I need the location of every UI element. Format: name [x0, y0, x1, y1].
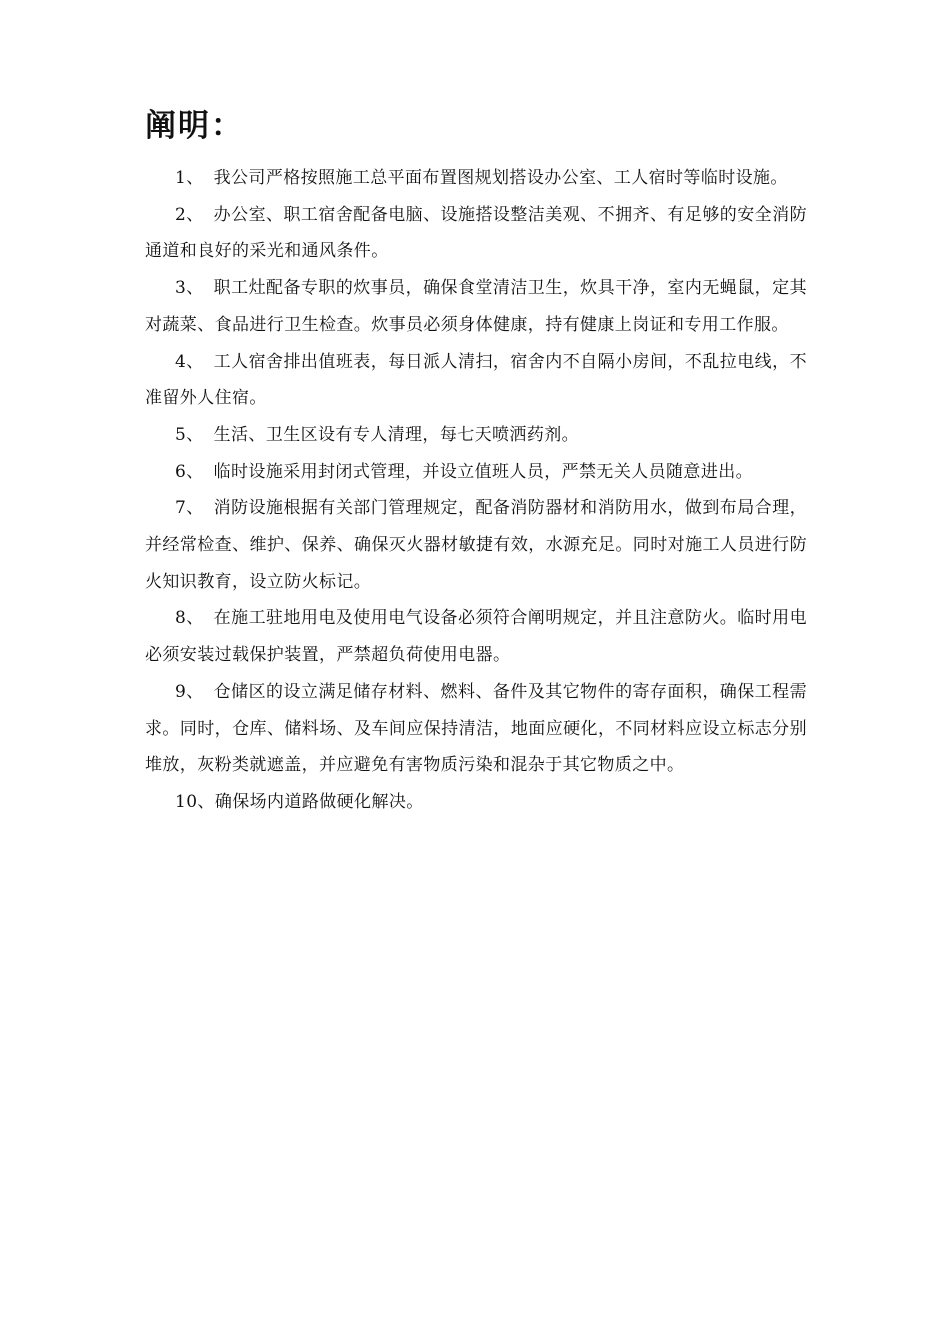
item-number: 10、 [175, 791, 215, 812]
list-item [145, 674, 807, 784]
list-item [145, 270, 807, 343]
list-item [145, 600, 807, 673]
item-text: 仓储区的设立满足储存材料、燃料、备件及其它物件的寄存面积，确保工程需求。同时，仓库、储料场、及车间应保持清洁，地面应硬化，不同材料应设立标志分别堆放，灰粉类就遮盖，并应避免有害物质污染和混杂于其它物质之中。 [145, 681, 807, 776]
item-number: 5、 [175, 424, 204, 445]
item-number: 2、 [175, 204, 204, 225]
list-item [145, 784, 807, 821]
list-item [145, 160, 807, 197]
item-text: 职工灶配备专职的炊事员，确保食堂清洁卫生，炊具干净，室内无蝇鼠，定其对蔬菜、食品进行卫生检查。炊事员必须身体健康，持有健康上岗证和专用工作服。 [145, 278, 807, 335]
numbered-list [145, 160, 807, 821]
item-number: 3、 [175, 278, 204, 299]
page-title: 阐明： [145, 108, 244, 144]
item-number: 8、 [175, 608, 204, 629]
item-number: 4、 [175, 351, 204, 372]
list-item [145, 454, 807, 491]
item-number: 6、 [175, 461, 204, 482]
item-text: 临时设施采用封闭式管理，并设立值班人员，严禁无关人员随意进出。 [213, 461, 754, 482]
item-number: 7、 [175, 498, 204, 519]
item-text: 消防设施根据有关部门管理规定，配备消防器材和消防用水，做到布局合理，并经常检查、维护、保养、确保灭火器材敏捷有效，水源充足。同时对施工人员进行防火知识教育，设立防火标记。 [145, 498, 807, 592]
list-item [145, 197, 807, 270]
list-item [145, 490, 807, 600]
list-item [145, 344, 807, 417]
item-text: 在施工驻地用电及使用电气设备必须符合阐明规定，并且注意防火。临时用电必须安装过载保护装置，严禁超负荷使用电器。 [145, 608, 807, 666]
item-number: 1、 [175, 168, 204, 188]
item-text: 确保场内道路做硬化解决。 [214, 791, 424, 812]
list-item [145, 417, 807, 454]
item-text: 生活、卫生区设有专人清理，每七天喷洒药剂。 [213, 424, 580, 445]
item-text: 办公室、职工宿舍配备电脑、设施搭设整洁美观、不拥齐、有足够的安全消防通道和良好的采光和通风条件。 [145, 204, 807, 262]
item-text: 我公司严格按照施工总平面布置图规划搭设办公室、工人宿时等临时设施。 [213, 168, 788, 188]
item-text: 工人宿舍排出值班表，每日派人清扫，宿舍内不自隔小房间，不乱拉电线，不准留外人住宿。 [145, 351, 807, 409]
item-number: 9、 [175, 681, 204, 702]
